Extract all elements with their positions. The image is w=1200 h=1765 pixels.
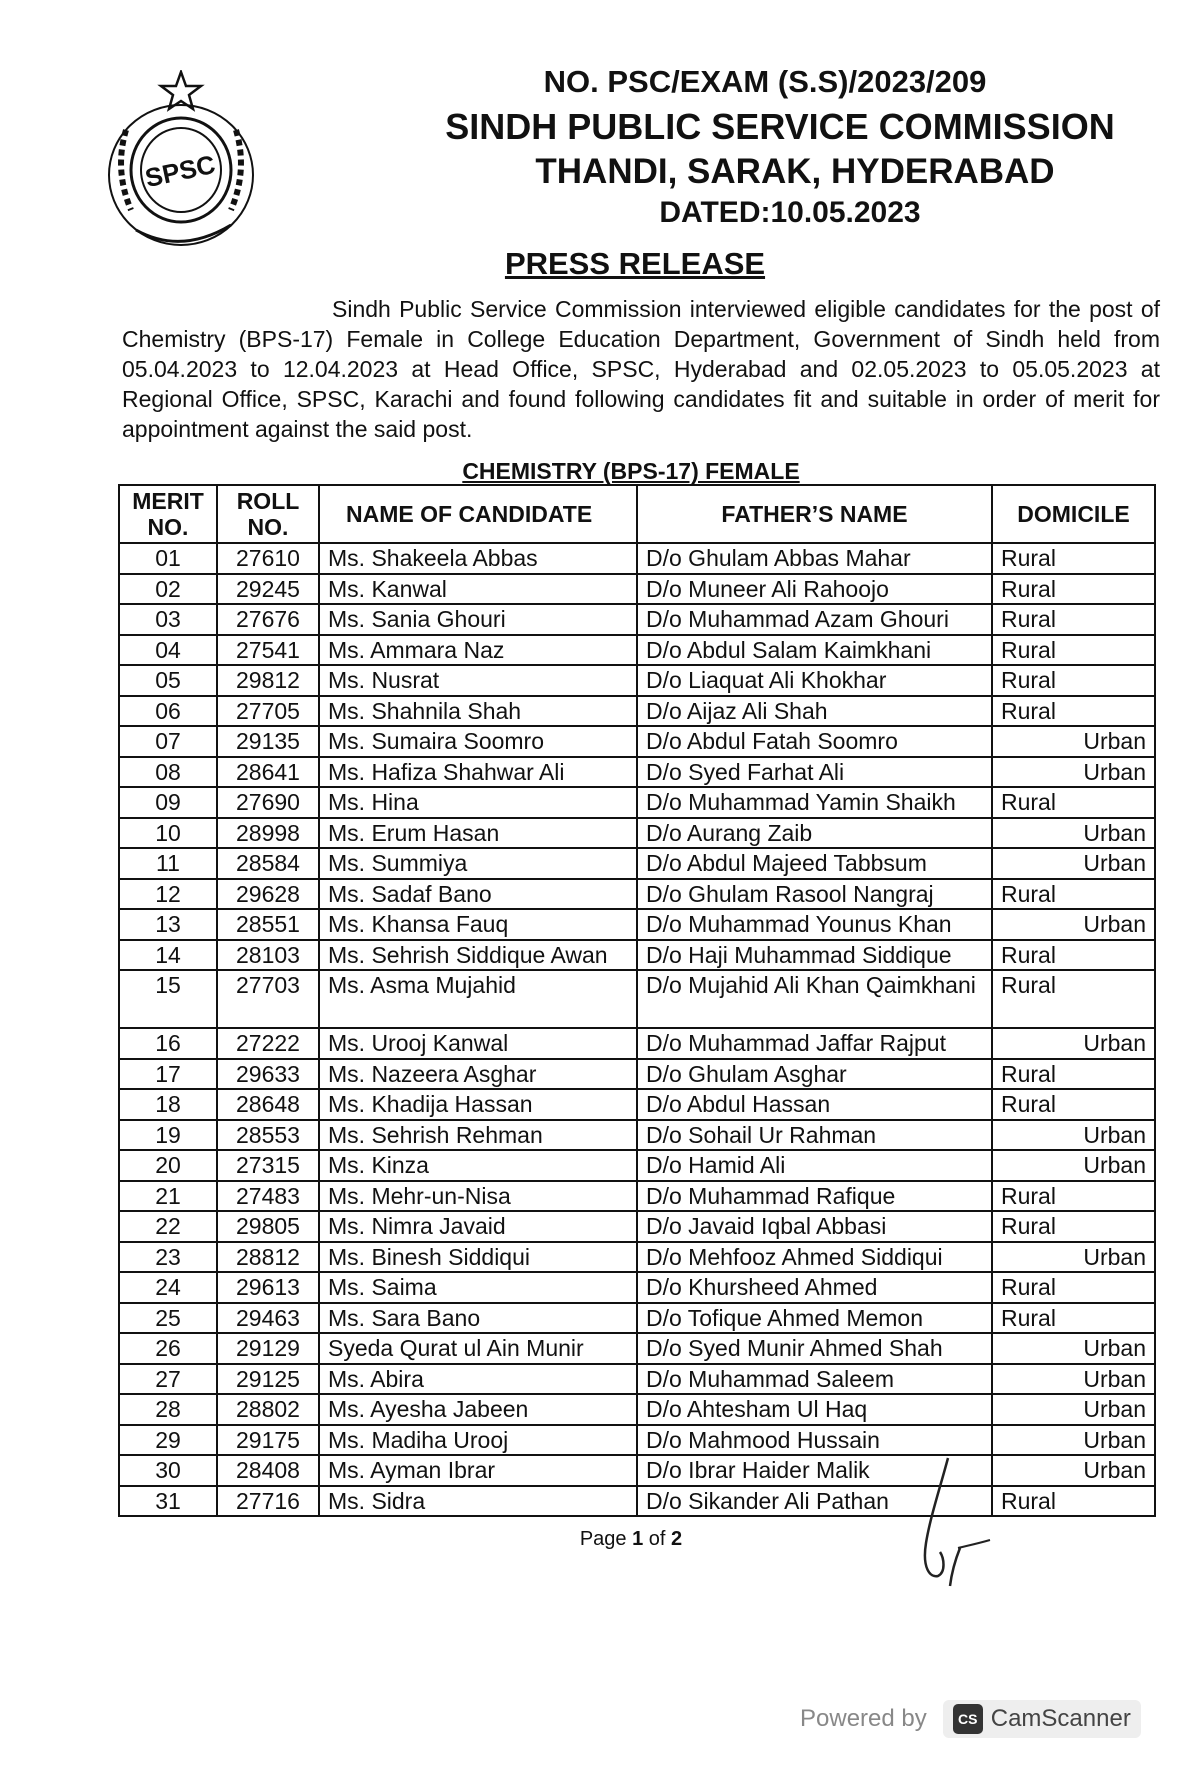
domicile-cell: Urban bbox=[992, 1425, 1155, 1456]
roll-cell: 27705 bbox=[217, 696, 319, 727]
domicile-cell: Rural bbox=[992, 1303, 1155, 1334]
table-row bbox=[119, 1364, 1155, 1395]
domicile-cell: Rural bbox=[992, 1181, 1155, 1212]
table-row bbox=[119, 909, 1155, 940]
merit-cell: 24 bbox=[119, 1272, 217, 1303]
merit-cell: 06 bbox=[119, 696, 217, 727]
camscanner-badge bbox=[943, 1700, 1141, 1738]
roll-cell: 29135 bbox=[217, 726, 319, 757]
merit-cell: 23 bbox=[119, 1242, 217, 1273]
domicile-cell: Rural bbox=[992, 787, 1155, 818]
table-row bbox=[119, 1028, 1155, 1059]
domicile-cell: Rural bbox=[992, 1089, 1155, 1120]
father-name-cell: D/o Ghulam Abbas Mahar bbox=[637, 543, 992, 574]
page-number: Page 1 of 2 bbox=[579, 1528, 683, 1550]
candidate-name-cell: Ms. Summiya bbox=[319, 848, 637, 879]
roll-cell: 27222 bbox=[217, 1028, 319, 1059]
letterhead bbox=[440, 64, 1120, 230]
domicile-cell: Urban bbox=[992, 1364, 1155, 1395]
domicile-cell: Urban bbox=[992, 1150, 1155, 1181]
domicile-cell: Urban bbox=[992, 1455, 1155, 1486]
table-row bbox=[119, 1211, 1155, 1242]
father-name-cell: D/o Abdul Majeed Tabbsum bbox=[637, 848, 992, 879]
candidate-name-cell: Ms. Kinza bbox=[319, 1150, 637, 1181]
roll-cell: 29129 bbox=[217, 1333, 319, 1364]
candidate-name-cell: Ms. Hina bbox=[319, 787, 637, 818]
roll-cell: 28103 bbox=[217, 940, 319, 971]
candidate-name-cell: Ms. Madiha Urooj bbox=[319, 1425, 637, 1456]
merit-cell: 25 bbox=[119, 1303, 217, 1334]
father-name-cell: D/o Muhammad Rafique bbox=[637, 1181, 992, 1212]
candidate-name-cell: Ms. Erum Hasan bbox=[319, 818, 637, 849]
merit-cell: 31 bbox=[119, 1486, 217, 1517]
spsc-emblem-icon bbox=[96, 70, 266, 255]
table-row bbox=[119, 1059, 1155, 1090]
merit-cell: 17 bbox=[119, 1059, 217, 1090]
father-name-cell: D/o Muhammad Saleem bbox=[637, 1364, 992, 1395]
table-row bbox=[119, 665, 1155, 696]
domicile-cell: Rural bbox=[992, 1211, 1155, 1242]
father-name-cell: D/o Ghulam Asghar bbox=[637, 1059, 992, 1090]
domicile-cell: Urban bbox=[992, 848, 1155, 879]
table-row bbox=[119, 726, 1155, 757]
table-row bbox=[119, 1089, 1155, 1120]
father-name-cell: D/o Syed Munir Ahmed Shah bbox=[637, 1333, 992, 1364]
body-paragraph: Sindh Public Service Commission interviewed eligible candidates for the post of Chemistry (BPS-17) Female in College Education Department, Government of Sindh held from 05.04.2023 to 12.04.2023 at Head Office, SPSC, Hyderabad and 02.05.2023 to 05.05.2023 at Regional Office, SPSC, Karachi and found following candidates fit and suitable in order of merit for appointment against the said post. bbox=[122, 296, 1160, 442]
father-name-cell: D/o Khursheed Ahmed bbox=[637, 1272, 992, 1303]
domicile-cell: Urban bbox=[992, 1028, 1155, 1059]
father-name-cell: D/o Ahtesham Ul Haq bbox=[637, 1394, 992, 1425]
father-name-cell: D/o Liaquat Ali Khokhar bbox=[637, 665, 992, 696]
father-name-cell: D/o Abdul Hassan bbox=[637, 1089, 992, 1120]
candidate-name-cell: Ms. Ayman Ibrar bbox=[319, 1455, 637, 1486]
father-name-cell: D/o Sohail Ur Rahman bbox=[637, 1120, 992, 1151]
merit-cell: 10 bbox=[119, 818, 217, 849]
merit-list-table bbox=[118, 484, 1156, 1517]
merit-cell: 14 bbox=[119, 940, 217, 971]
roll-cell: 27315 bbox=[217, 1150, 319, 1181]
table-row bbox=[119, 970, 1155, 1028]
merit-cell: 21 bbox=[119, 1181, 217, 1212]
candidate-name-cell: Ms. Shahnila Shah bbox=[319, 696, 637, 727]
domicile-cell: Urban bbox=[992, 1120, 1155, 1151]
table-row bbox=[119, 848, 1155, 879]
candidate-name-cell: Ms. Shakeela Abbas bbox=[319, 543, 637, 574]
roll-cell: 27541 bbox=[217, 635, 319, 666]
merit-cell: 12 bbox=[119, 879, 217, 910]
candidate-name-cell: Ms. Saima bbox=[319, 1272, 637, 1303]
roll-cell: 27610 bbox=[217, 543, 319, 574]
merit-cell: 18 bbox=[119, 1089, 217, 1120]
father-name-cell: D/o Muhammad Younus Khan bbox=[637, 909, 992, 940]
merit-cell: 09 bbox=[119, 787, 217, 818]
table-row bbox=[119, 543, 1155, 574]
domicile-cell: Urban bbox=[992, 1333, 1155, 1364]
candidate-name-cell: Ms. Sehrish Siddique Awan bbox=[319, 940, 637, 971]
table-row bbox=[119, 1242, 1155, 1273]
domicile-cell: Rural bbox=[992, 543, 1155, 574]
document-date: DATED:10.05.2023 bbox=[659, 196, 921, 229]
roll-cell: 28584 bbox=[217, 848, 319, 879]
merit-cell: 29 bbox=[119, 1425, 217, 1456]
domicile-cell: Urban bbox=[992, 818, 1155, 849]
merit-cell: 05 bbox=[119, 665, 217, 696]
candidate-name-cell: Ms. Sania Ghouri bbox=[319, 604, 637, 635]
candidate-name-cell: Ms. Abira bbox=[319, 1364, 637, 1395]
candidate-name-cell: Ms. Sadaf Bano bbox=[319, 879, 637, 910]
roll-cell: 29175 bbox=[217, 1425, 319, 1456]
father-name-cell: D/o Aijaz Ali Shah bbox=[637, 696, 992, 727]
domicile-cell: Rural bbox=[992, 604, 1155, 635]
merit-cell: 03 bbox=[119, 604, 217, 635]
candidate-name-cell: Ms. Nusrat bbox=[319, 665, 637, 696]
organization-name: SINDH PUBLIC SERVICE COMMISSION bbox=[445, 106, 1115, 147]
domicile-cell: Rural bbox=[992, 1486, 1155, 1517]
candidate-name-cell: Ms. Khansa Fauq bbox=[319, 909, 637, 940]
table-row bbox=[119, 1333, 1155, 1364]
table-row bbox=[119, 1303, 1155, 1334]
roll-cell: 27703 bbox=[217, 970, 319, 1028]
candidate-name-cell: Ms. Sehrish Rehman bbox=[319, 1120, 637, 1151]
signature-icon bbox=[900, 1448, 1020, 1593]
camscanner-watermark bbox=[800, 1695, 1141, 1743]
roll-cell: 28553 bbox=[217, 1120, 319, 1151]
merit-cell: 01 bbox=[119, 543, 217, 574]
candidate-name-cell: Ms. Nimra Javaid bbox=[319, 1211, 637, 1242]
domicile-cell: Rural bbox=[992, 970, 1155, 1028]
table-row bbox=[119, 574, 1155, 605]
header-father-name: FATHER’S NAME bbox=[637, 485, 992, 543]
header-roll-no: ROLL NO. bbox=[217, 485, 319, 543]
camscanner-name: CamScanner bbox=[990, 1705, 1131, 1732]
father-name-cell: D/o Abdul Fatah Soomro bbox=[637, 726, 992, 757]
reference-number: NO. PSC/EXAM (S.S)/2023/209 bbox=[543, 64, 987, 99]
roll-cell: 28812 bbox=[217, 1242, 319, 1273]
domicile-cell: Rural bbox=[992, 665, 1155, 696]
domicile-cell: Rural bbox=[992, 1059, 1155, 1090]
table-row bbox=[119, 879, 1155, 910]
father-name-cell: D/o Aurang Zaib bbox=[637, 818, 992, 849]
header-merit-no: MERIT NO. bbox=[119, 485, 217, 543]
domicile-cell: Rural bbox=[992, 1272, 1155, 1303]
candidate-name-cell: Ms. Asma Mujahid bbox=[319, 970, 637, 1028]
table-row bbox=[119, 635, 1155, 666]
merit-cell: 27 bbox=[119, 1364, 217, 1395]
table-caption: CHEMISTRY (BPS-17) FEMALE bbox=[462, 458, 800, 484]
father-name-cell: D/o Abdul Salam Kaimkhani bbox=[637, 635, 992, 666]
merit-cell: 16 bbox=[119, 1028, 217, 1059]
candidate-name-cell: Ms. Sumaira Soomro bbox=[319, 726, 637, 757]
father-name-cell: D/o Javaid Iqbal Abbasi bbox=[637, 1211, 992, 1242]
merit-cell: 26 bbox=[119, 1333, 217, 1364]
candidate-name-cell: Ms. Ayesha Jabeen bbox=[319, 1394, 637, 1425]
roll-cell: 29812 bbox=[217, 665, 319, 696]
father-name-cell: D/o Muneer Ali Rahoojo bbox=[637, 574, 992, 605]
candidate-name-cell: Ms. Urooj Kanwal bbox=[319, 1028, 637, 1059]
candidate-name-cell: Ms. Mehr-un-Nisa bbox=[319, 1181, 637, 1212]
table-row bbox=[119, 940, 1155, 971]
roll-cell: 29633 bbox=[217, 1059, 319, 1090]
father-name-cell: D/o Tofique Ahmed Memon bbox=[637, 1303, 992, 1334]
roll-cell: 27690 bbox=[217, 787, 319, 818]
merit-cell: 11 bbox=[119, 848, 217, 879]
father-name-cell: D/o Muhammad Yamin Shaikh bbox=[637, 787, 992, 818]
candidate-name-cell: Ms. Sara Bano bbox=[319, 1303, 637, 1334]
header-domicile: DOMICILE bbox=[992, 485, 1155, 543]
roll-cell: 27676 bbox=[217, 604, 319, 635]
table-row bbox=[119, 1120, 1155, 1151]
table-row bbox=[119, 1181, 1155, 1212]
table-row bbox=[119, 1272, 1155, 1303]
table-row bbox=[119, 696, 1155, 727]
table-row bbox=[119, 757, 1155, 788]
roll-cell: 28408 bbox=[217, 1455, 319, 1486]
father-name-cell: D/o Syed Farhat Ali bbox=[637, 757, 992, 788]
roll-cell: 28551 bbox=[217, 909, 319, 940]
candidate-name-cell: Ms. Sidra bbox=[319, 1486, 637, 1517]
domicile-cell: Rural bbox=[992, 696, 1155, 727]
table-row bbox=[119, 1394, 1155, 1425]
domicile-cell: Rural bbox=[992, 635, 1155, 666]
header-candidate-name: NAME OF CANDIDATE bbox=[319, 485, 637, 543]
roll-cell: 28648 bbox=[217, 1089, 319, 1120]
camscanner-icon: CS bbox=[953, 1704, 983, 1734]
father-name-cell: D/o Hamid Ali bbox=[637, 1150, 992, 1181]
roll-cell: 28641 bbox=[217, 757, 319, 788]
merit-cell: 08 bbox=[119, 757, 217, 788]
table-row bbox=[119, 604, 1155, 635]
merit-cell: 02 bbox=[119, 574, 217, 605]
merit-cell: 28 bbox=[119, 1394, 217, 1425]
roll-cell: 29805 bbox=[217, 1211, 319, 1242]
father-name-cell: D/o Muhammad Jaffar Rajput bbox=[637, 1028, 992, 1059]
candidate-name-cell: Ms. Nazeera Asghar bbox=[319, 1059, 637, 1090]
merit-cell: 30 bbox=[119, 1455, 217, 1486]
roll-cell: 27716 bbox=[217, 1486, 319, 1517]
merit-cell: 15 bbox=[119, 970, 217, 1028]
father-name-cell: D/o Muhammad Azam Ghouri bbox=[637, 604, 992, 635]
document-title: PRESS RELEASE bbox=[504, 246, 766, 281]
table-header-row bbox=[119, 485, 1155, 543]
father-name-cell: D/o Ghulam Rasool Nangraj bbox=[637, 879, 992, 910]
roll-cell: 28998 bbox=[217, 818, 319, 849]
logo-text: SPSC bbox=[142, 149, 218, 194]
roll-cell: 28802 bbox=[217, 1394, 319, 1425]
candidate-name-cell: Ms. Khadija Hassan bbox=[319, 1089, 637, 1120]
father-name-cell: D/o Haji Muhammad Siddique bbox=[637, 940, 992, 971]
table-row bbox=[119, 1150, 1155, 1181]
organization-address: THANDI, SARAK, HYDERABAD bbox=[535, 152, 1055, 191]
roll-cell: 29628 bbox=[217, 879, 319, 910]
domicile-cell: Rural bbox=[992, 940, 1155, 971]
candidate-name-cell: Ms. Kanwal bbox=[319, 574, 637, 605]
domicile-cell: Urban bbox=[992, 757, 1155, 788]
domicile-cell: Urban bbox=[992, 1242, 1155, 1273]
domicile-cell: Urban bbox=[992, 726, 1155, 757]
merit-cell: 20 bbox=[119, 1150, 217, 1181]
candidate-name-cell: Syeda Qurat ul Ain Munir bbox=[319, 1333, 637, 1364]
domicile-cell: Rural bbox=[992, 879, 1155, 910]
father-name-cell: D/o Mujahid Ali Khan Qaimkhani bbox=[637, 970, 992, 1028]
candidate-name-cell: Ms. Binesh Siddiqui bbox=[319, 1242, 637, 1273]
domicile-cell: Urban bbox=[992, 1394, 1155, 1425]
domicile-cell: Urban bbox=[992, 909, 1155, 940]
merit-cell: 19 bbox=[119, 1120, 217, 1151]
merit-cell: 07 bbox=[119, 726, 217, 757]
father-name-cell: D/o Mehfooz Ahmed Siddiqui bbox=[637, 1242, 992, 1273]
merit-cell: 04 bbox=[119, 635, 217, 666]
roll-cell: 29463 bbox=[217, 1303, 319, 1334]
table-row bbox=[119, 818, 1155, 849]
powered-by-text: Powered by bbox=[800, 1705, 927, 1732]
father-name-cell: D/o Mahmood Hussain bbox=[637, 1425, 992, 1456]
roll-cell: 29245 bbox=[217, 574, 319, 605]
merit-cell: 22 bbox=[119, 1211, 217, 1242]
table-row bbox=[119, 787, 1155, 818]
roll-cell: 27483 bbox=[217, 1181, 319, 1212]
candidate-name-cell: Ms. Hafiza Shahwar Ali bbox=[319, 757, 637, 788]
candidate-name-cell: Ms. Ammara Naz bbox=[319, 635, 637, 666]
merit-cell: 13 bbox=[119, 909, 217, 940]
father-name-cell: D/o Ibrar Haider Malik bbox=[637, 1455, 992, 1486]
domicile-cell: Rural bbox=[992, 574, 1155, 605]
roll-cell: 29613 bbox=[217, 1272, 319, 1303]
roll-cell: 29125 bbox=[217, 1364, 319, 1395]
father-name-cell: D/o Sikander Ali Pathan bbox=[637, 1486, 992, 1517]
